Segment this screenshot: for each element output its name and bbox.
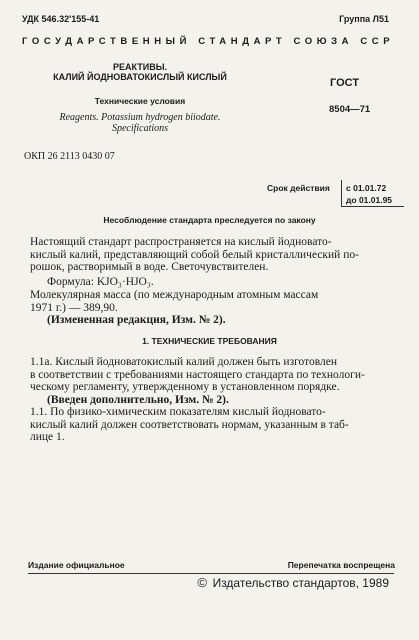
clause-1-1a <box>30 356 400 394</box>
validity-label: Срок действия <box>267 183 330 193</box>
section-title: 1. ТЕХНИЧЕСКИЕ ТРЕБОВАНИЯ <box>142 336 277 346</box>
udk-code: УДК 546.32'155-41 <box>22 14 100 24</box>
document-title-line-1: РЕАКТИВЫ. <box>113 62 167 72</box>
official-edition-label: Издание официальное <box>28 560 125 570</box>
molecular-mass-line: 1971 г.) — 389,90. <box>30 301 118 314</box>
technical-conditions-subtitle: Технические условия <box>94 96 186 106</box>
gost-number: 8504—71 <box>329 104 371 115</box>
change-note: (Измененная редакция, Изм. № 2). <box>47 314 226 326</box>
english-title-line-1: Reagents. Potassium hydrogen biiodate. <box>59 112 221 123</box>
clause-1-1 <box>30 406 400 444</box>
clause-line: 1.1. По физико-химическим показателям кислый йодновато- <box>30 406 326 418</box>
english-title-line-2: Specifications <box>111 123 169 134</box>
reprint-prohibited-label: Перепечатка воспрещена <box>287 560 395 570</box>
clause-line: 1.1а. Кислый йодноватокислый калий должен быть изготовлен <box>30 356 338 368</box>
molecular-mass-paragraph <box>30 289 400 314</box>
clause-line: ческому регламенту, утвержденному в установленном порядке. <box>30 381 340 393</box>
clause-line: кислый калий должен соответствовать нормам, указанным в таб- <box>30 418 349 431</box>
validity-to: до 01.01.95 <box>346 195 393 205</box>
copyright-icon: © <box>197 575 207 590</box>
document-title-line-2: КАЛИЙ ЙОДНОВАТОКИСЛЫЙ КИСЛЫЙ <box>53 72 227 82</box>
footer-divider <box>28 573 394 574</box>
intro-line: Настоящий стандарт распространяется на кислый йодновато- <box>30 236 332 248</box>
clause-line: в соответствии с требованиями настоящего стандарта по технологи- <box>30 368 365 381</box>
clause-line: лице 1. <box>30 431 65 443</box>
formula-line: Формула: KJO₃·HJO₃. <box>47 276 154 288</box>
added-note: (Введен дополнительно, Изм. № 2). <box>47 394 229 406</box>
okp-code: ОКП 26 2113 0430 07 <box>24 151 115 162</box>
group-code: Группа Л51 <box>339 14 389 24</box>
molecular-mass-line: Молекулярная масса (по международным атомным массам <box>30 289 319 301</box>
validity-from: с 01.01.72 <box>346 183 387 193</box>
intro-line: кислый калий, представляющий собой белый кристаллический по- <box>30 248 359 261</box>
publisher-line: Издательство стандартов, 1989 <box>212 576 389 590</box>
intro-line: рошок, растворимый в воде. Светочувствителен. <box>30 261 269 273</box>
gost-label: ГОСТ <box>330 77 360 89</box>
standard-banner: ГОСУДАРСТВЕННЫЙ СТАНДАРТ СОЮЗА ССР <box>22 36 395 47</box>
intro-paragraph <box>30 236 400 274</box>
penalty-notice: Несоблюдение стандарта преследуется по закону <box>103 215 316 225</box>
